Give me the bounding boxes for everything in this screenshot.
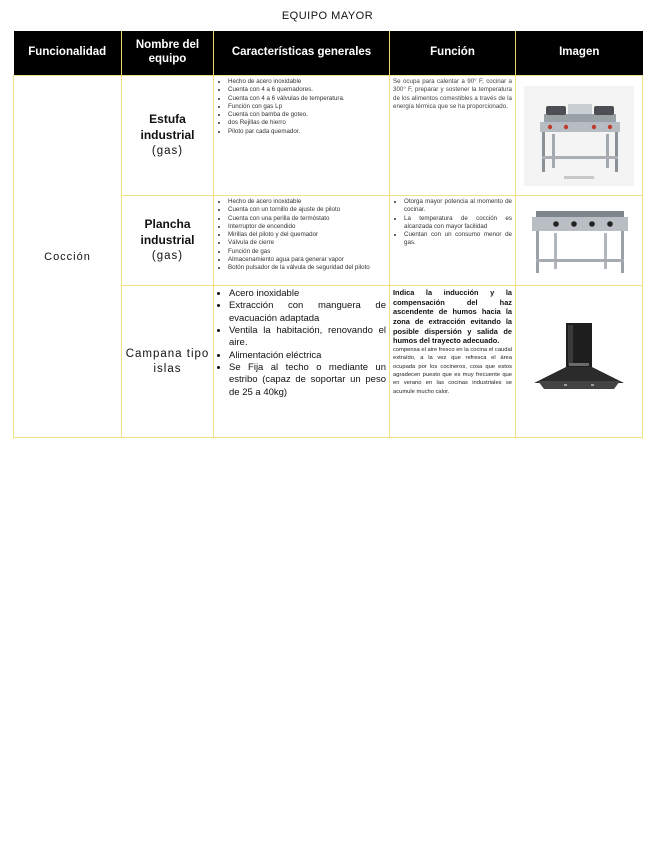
list-item: • Botón pulsador de la válvula de seguridad del piloto: [228, 264, 386, 272]
list-item: • La temperatura de cocción es alcanzada con mayor facilidad: [404, 215, 512, 232]
list-item: • Función de gas: [228, 248, 386, 256]
equipment-name: Campana tipo islas: [125, 347, 210, 375]
list-item: • Mirillas del piloto y del quemador: [228, 231, 386, 239]
table-header-row: [14, 31, 643, 76]
document-title: EQUIPO MAYOR: [281, 10, 374, 22]
function-text: Se ocupa para calentar a 90° F, cocinar a 300° F, preparar y sostener la temperatura de los alimentos comestibles a través de la energía térmica que se ha proporcionado.: [393, 78, 512, 111]
features-cell: [214, 76, 390, 196]
function-text: compensa el aire fresco en la cocina el caudal extraído, a la vez que refresca el área ocupada por los cocineros, cosa que estos agradecen puesto que es muy frecuente que en verano en las cocinas industriales se acumule mucho calor.: [393, 346, 512, 395]
list-item: • Cuenta con un tornillo de ajuste de piloto: [228, 206, 386, 214]
list-item: • Almacenamiento agua para generar vapor: [228, 256, 386, 264]
list-item: • Interruptor de encendido: [228, 223, 386, 231]
industrial-stove-image: [524, 86, 634, 186]
list-item: • Cuentan con un consumo menor de gas.: [404, 231, 512, 248]
features-list: [217, 198, 386, 272]
list-item: • Válvula de cierre: [228, 239, 386, 247]
list-item: • Cuenta con 4 a 6 quemadores.: [228, 86, 386, 94]
image-cell: [516, 76, 643, 196]
list-item: • Hecho de acero inoxidable: [228, 198, 386, 206]
function-cell: [390, 196, 516, 286]
equipment-name-cell: [122, 286, 214, 438]
header-general-features: Características generales: [214, 31, 390, 76]
list-item: • Cuenta con bamba de goteo.: [228, 111, 386, 119]
list-item: • Acero inoxidable: [229, 288, 386, 300]
island-hood-image: [524, 317, 634, 407]
functionality-cell: Cocción: [14, 76, 122, 438]
function-text-bold: Indica la inducción y la compensación del haz ascendente de humos hacia la zona de extracción evitando la posible dispersión y salida de humos del trayecto adecuado.: [393, 288, 512, 346]
image-cell: [516, 286, 643, 438]
list-item: • Hecho de acero inoxidable: [228, 78, 386, 86]
features-cell: [214, 196, 390, 286]
features-list: [217, 288, 386, 399]
header-function: Función: [390, 31, 516, 76]
equipment-name-cell: [122, 76, 214, 196]
list-item: • Extracción con manguera de evacuación adaptada: [229, 300, 386, 325]
list-item: • Alimentación eléctrica: [229, 350, 386, 362]
header-equipment-name: Nombre del equipo: [122, 31, 214, 76]
list-item: • Otorga mayor potencia al momento de cocinar.: [404, 198, 512, 215]
list-item: • Cuenta con 4 a 6 válvulas de temperatura.: [228, 95, 386, 103]
equipment-name: Plancha industrial: [140, 217, 195, 248]
header-functionality: Funcionalidad: [14, 31, 122, 76]
equipment-fuel: (gas): [151, 144, 184, 157]
list-item: • Función con gas Lp: [228, 103, 386, 111]
features-list: [217, 78, 386, 136]
table-row: [14, 76, 643, 196]
header-image: Imagen: [516, 31, 643, 76]
industrial-griddle-image: [524, 201, 634, 281]
list-item: • Cuenta con una perilla de termóstato: [228, 215, 386, 223]
list-item: • Ventila la habitación, renovando el aire.: [229, 325, 386, 350]
list-item: • Se Fija al techo o mediante un estribo (capaz de soportar un peso de 25 a 40kg): [229, 362, 386, 399]
list-item: • dos Rejillas de hierro: [228, 119, 386, 127]
equipment-name: Estufa industrial: [140, 112, 195, 143]
function-cell: [390, 286, 516, 438]
image-cell: [516, 196, 643, 286]
function-cell: [390, 76, 516, 196]
equipment-table: [13, 31, 643, 438]
equipment-name-cell: [122, 196, 214, 286]
features-cell: [214, 286, 390, 438]
list-item: • Piloto par cada quemador.: [228, 128, 386, 136]
function-list: [393, 198, 512, 248]
equipment-fuel: (gas): [151, 249, 184, 262]
